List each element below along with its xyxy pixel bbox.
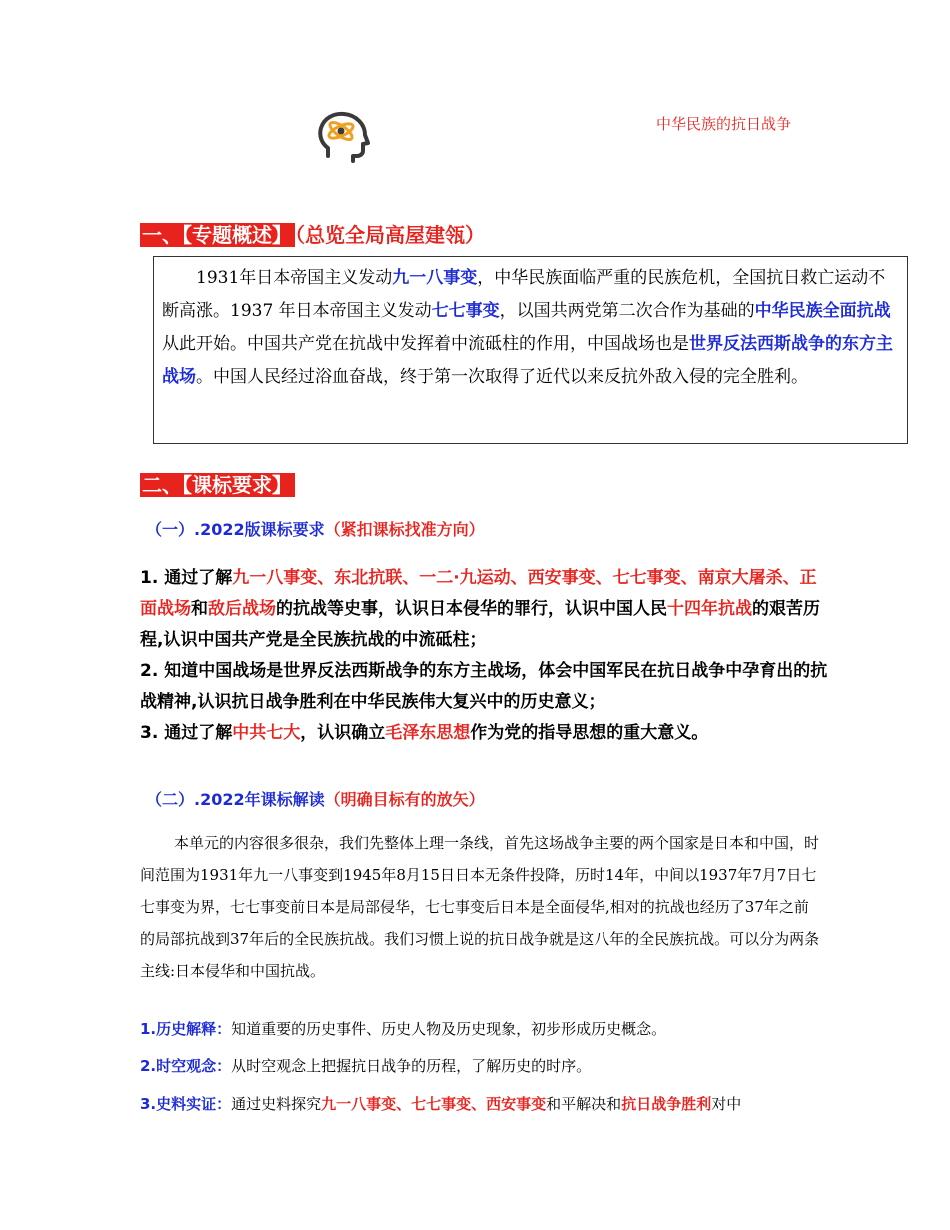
- literacy-item-interpretation: 1.历史解释：知道重要的历史事件、历史人物及历史现象，初步形成历史概念。: [140, 1020, 667, 1038]
- list-item: 1. 通过了解九一八事变、东北抗联、一二·九运动、西安事变、七七事变、南京大屠杀、正面战场和敌后战场的抗战等史事，认识日本侵华的罪行，认识中国人民十四年抗战的艰苦历程,认识中国共产党是全民族抗战的中流砥柱；: [140, 568, 820, 650]
- section-subtitle: （总览全局高屋建瓴）: [295, 223, 485, 247]
- document-header-title: 中华民族的抗日战争: [656, 115, 792, 133]
- literacy-item-evidence: 3.史料实证：通过史料探究九一八事变、七七事变、西安事变和平解决和抗日战争胜利对中: [140, 1095, 742, 1113]
- section-heading-requirements: [140, 471, 295, 499]
- section-label: 一、【专题概述】: [140, 223, 295, 247]
- literacy-item-timespace: 2.时空观念：从时空观念上把握抗日战争的历程，了解历史的时序。: [140, 1057, 592, 1075]
- section-heading-overview: [140, 221, 485, 249]
- list-item: 3. 通过了解中共七大，认识确立毛泽东思想作为党的指导思想的重大意义。: [140, 723, 709, 743]
- head-brain-icon: [316, 110, 372, 164]
- requirement-list: [140, 563, 830, 749]
- section-label: 二、【课标要求】: [140, 473, 295, 497]
- subheading-interpretation: （二）.2022年课标解读（明确目标有的放矢）: [146, 790, 485, 809]
- list-item: 2. 知道中国战场是世界反法西斯战争的东方主战场，体会中国军民在抗日战争中孕育出的抗战精神,认识抗日战争胜利在中华民族伟大复兴中的历史意义；: [140, 661, 828, 712]
- overview-paragraph: 1931年日本帝国主义发动九一八事变，中华民族面临严重的民族危机，全国抗日救亡运动不断高涨。1937 年日本帝国主义发动七七事变，以国共两党第二次合作为基础的中华民族全面抗战从此开始。中国共产党在抗战中发挥着中流砥柱的作用，中国战场也是世界反法西斯战争的东方主战场。中国人民经过浴血奋战，终于第一次取得了近代以来反抗外敌入侵的完全胜利。: [162, 268, 893, 387]
- subheading-standard: （一）.2022版课标要求（紧扣课标找准方向）: [146, 520, 485, 539]
- interpretation-paragraph: 本单元的内容很多很杂，我们先整体上理一条线，首先这场战争主要的两个国家是日本和中国，时间范围为1931年九一八事变到1945年8月15日日本无条件投降，历时14年，中间以1937年7月7日七七事变为界，七七事变前日本是局部侵华，七七事变后日本是全面侵华,相对的抗战也经历了37年之前的局部抗战到37年后的全民族抗战。我们习惯上说的抗日战争就是这八年的全民族抗战。可以分为两条主线:日本侵华和中国抗战。: [140, 834, 820, 980]
